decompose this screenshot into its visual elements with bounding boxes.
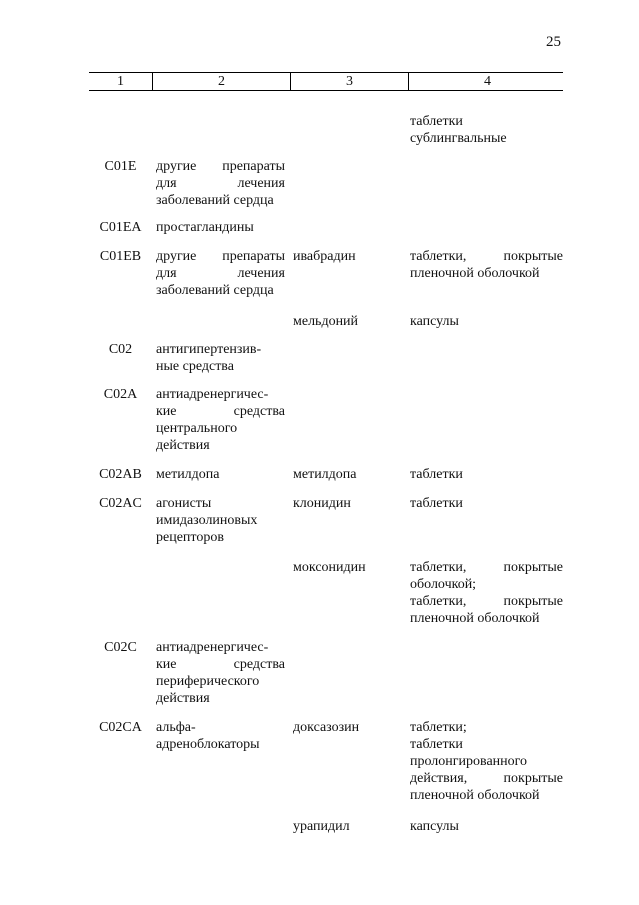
- table-row: [89, 495, 563, 546]
- name-line: рецепторов: [156, 530, 224, 545]
- form-line: таблетки: [410, 737, 463, 752]
- dosage-form: [406, 495, 563, 546]
- table-header: [89, 72, 563, 91]
- drug-name: [289, 386, 406, 454]
- dosage-form: [406, 639, 563, 707]
- dosage-form: [406, 158, 563, 209]
- name-line: периферического: [156, 674, 260, 689]
- drug-name: [289, 113, 406, 147]
- name-line: альфа-: [156, 720, 196, 735]
- form-line: таблетки, покрытые: [410, 249, 563, 264]
- form-line: действия, покрытые: [410, 771, 563, 786]
- header-col-4: 4: [408, 73, 566, 90]
- name-line: кие средства: [156, 404, 285, 419]
- drug-name: ивабрадин: [293, 249, 356, 264]
- name-line: действия: [156, 691, 210, 706]
- dosage-form: [406, 719, 563, 804]
- table-row: [89, 113, 563, 147]
- form-line: таблетки: [410, 467, 463, 482]
- drug-name: доксазозин: [293, 720, 360, 735]
- atc-code: [89, 313, 152, 330]
- dosage-form: [406, 466, 563, 483]
- dosage-form: [406, 248, 563, 299]
- form-line: пленочной оболочкой: [410, 611, 540, 626]
- anatomical-therapeutic-group: [152, 113, 289, 147]
- form-line: таблетки;: [410, 720, 467, 735]
- atc-code: C01E: [104, 159, 137, 174]
- atc-code: C01EB: [99, 249, 142, 264]
- atc-code: C02AC: [99, 496, 142, 511]
- anatomical-therapeutic-group: [152, 495, 289, 546]
- dosage-form: [406, 219, 563, 236]
- drug-table: [89, 72, 563, 834]
- form-line: таблетки, покрытые: [410, 594, 563, 609]
- table-row: [89, 386, 563, 454]
- table-row: [89, 466, 563, 483]
- name-line: заболеваний сердца: [156, 193, 274, 208]
- anatomical-therapeutic-group: [152, 386, 289, 454]
- anatomical-therapeutic-group: [152, 559, 289, 627]
- form-line: капсулы: [410, 314, 459, 329]
- form-line: пленочной оболочкой: [410, 788, 540, 803]
- atc-code: C01EA: [99, 220, 142, 235]
- anatomical-therapeutic-group: [152, 639, 289, 707]
- table-row: [89, 313, 563, 330]
- table-row: [89, 719, 563, 804]
- drug-name: урапидил: [293, 819, 350, 834]
- table-row: [89, 158, 563, 209]
- name-line: действия: [156, 438, 210, 453]
- dosage-form: [406, 313, 563, 330]
- table-row: [89, 818, 563, 835]
- name-line: антиадренергичес-: [156, 640, 269, 655]
- table-row: [89, 219, 563, 236]
- name-line: метилдопа: [156, 467, 220, 482]
- atc-code: [89, 113, 152, 147]
- table-row: [89, 248, 563, 299]
- drug-name: метилдопа: [293, 467, 357, 482]
- drug-name: клонидин: [293, 496, 351, 511]
- header-col-2: 2: [152, 73, 290, 90]
- name-line: антиадренергичес-: [156, 387, 269, 402]
- drug-name: [289, 341, 406, 375]
- anatomical-therapeutic-group: [152, 158, 289, 209]
- atc-code: [89, 818, 152, 835]
- header-col-1: 1: [117, 74, 124, 89]
- anatomical-therapeutic-group: [152, 248, 289, 299]
- form-line: пленочной оболочкой: [410, 266, 540, 281]
- drug-name: мельдоний: [293, 314, 359, 329]
- drug-name: [289, 219, 406, 236]
- anatomical-therapeutic-group: [152, 219, 289, 236]
- drug-name: моксонидин: [293, 560, 366, 575]
- atc-code: C02CA: [99, 720, 142, 735]
- dosage-form: [406, 386, 563, 454]
- anatomical-therapeutic-group: [152, 818, 289, 835]
- form-line: таблетки, покрытые: [410, 560, 563, 575]
- dosage-form: [406, 559, 563, 627]
- name-line: агонисты: [156, 496, 212, 511]
- table-row: [89, 341, 563, 375]
- table-row: [89, 559, 563, 627]
- name-line: заболеваний сердца: [156, 283, 274, 298]
- name-line: простагландины: [156, 220, 254, 235]
- name-line: другие препараты: [156, 159, 285, 174]
- table-row: [89, 639, 563, 707]
- form-line: таблетки: [410, 114, 463, 129]
- form-line: оболочкой;: [410, 577, 477, 592]
- form-line: сублингвальные: [410, 131, 507, 146]
- name-line: антигипертензив-: [156, 342, 262, 357]
- name-line: для лечения: [156, 176, 285, 191]
- name-line: ные средства: [156, 359, 234, 374]
- anatomical-therapeutic-group: [152, 466, 289, 483]
- drug-name: [289, 158, 406, 209]
- form-line: таблетки: [410, 496, 463, 511]
- name-line: центрального: [156, 421, 238, 436]
- name-line: другие препараты: [156, 249, 285, 264]
- name-line: адреноблокаторы: [156, 737, 260, 752]
- header-col-3: 3: [290, 73, 408, 90]
- drug-name: [289, 639, 406, 707]
- dosage-form: [406, 341, 563, 375]
- name-line: имидазолиновых: [156, 513, 258, 528]
- atc-code: C02: [108, 342, 133, 357]
- form-line: пролонгированного: [410, 754, 528, 769]
- atc-code: C02A: [103, 387, 138, 402]
- dosage-form: [406, 113, 563, 147]
- dosage-form: [406, 818, 563, 835]
- atc-code: [89, 559, 152, 627]
- page-number: 25: [546, 34, 561, 50]
- anatomical-therapeutic-group: [152, 341, 289, 375]
- anatomical-therapeutic-group: [152, 313, 289, 330]
- anatomical-therapeutic-group: [152, 719, 289, 804]
- name-line: кие средства: [156, 657, 285, 672]
- name-line: для лечения: [156, 266, 285, 281]
- atc-code: C02AB: [99, 467, 142, 482]
- form-line: капсулы: [410, 819, 459, 834]
- atc-code: C02C: [104, 640, 137, 655]
